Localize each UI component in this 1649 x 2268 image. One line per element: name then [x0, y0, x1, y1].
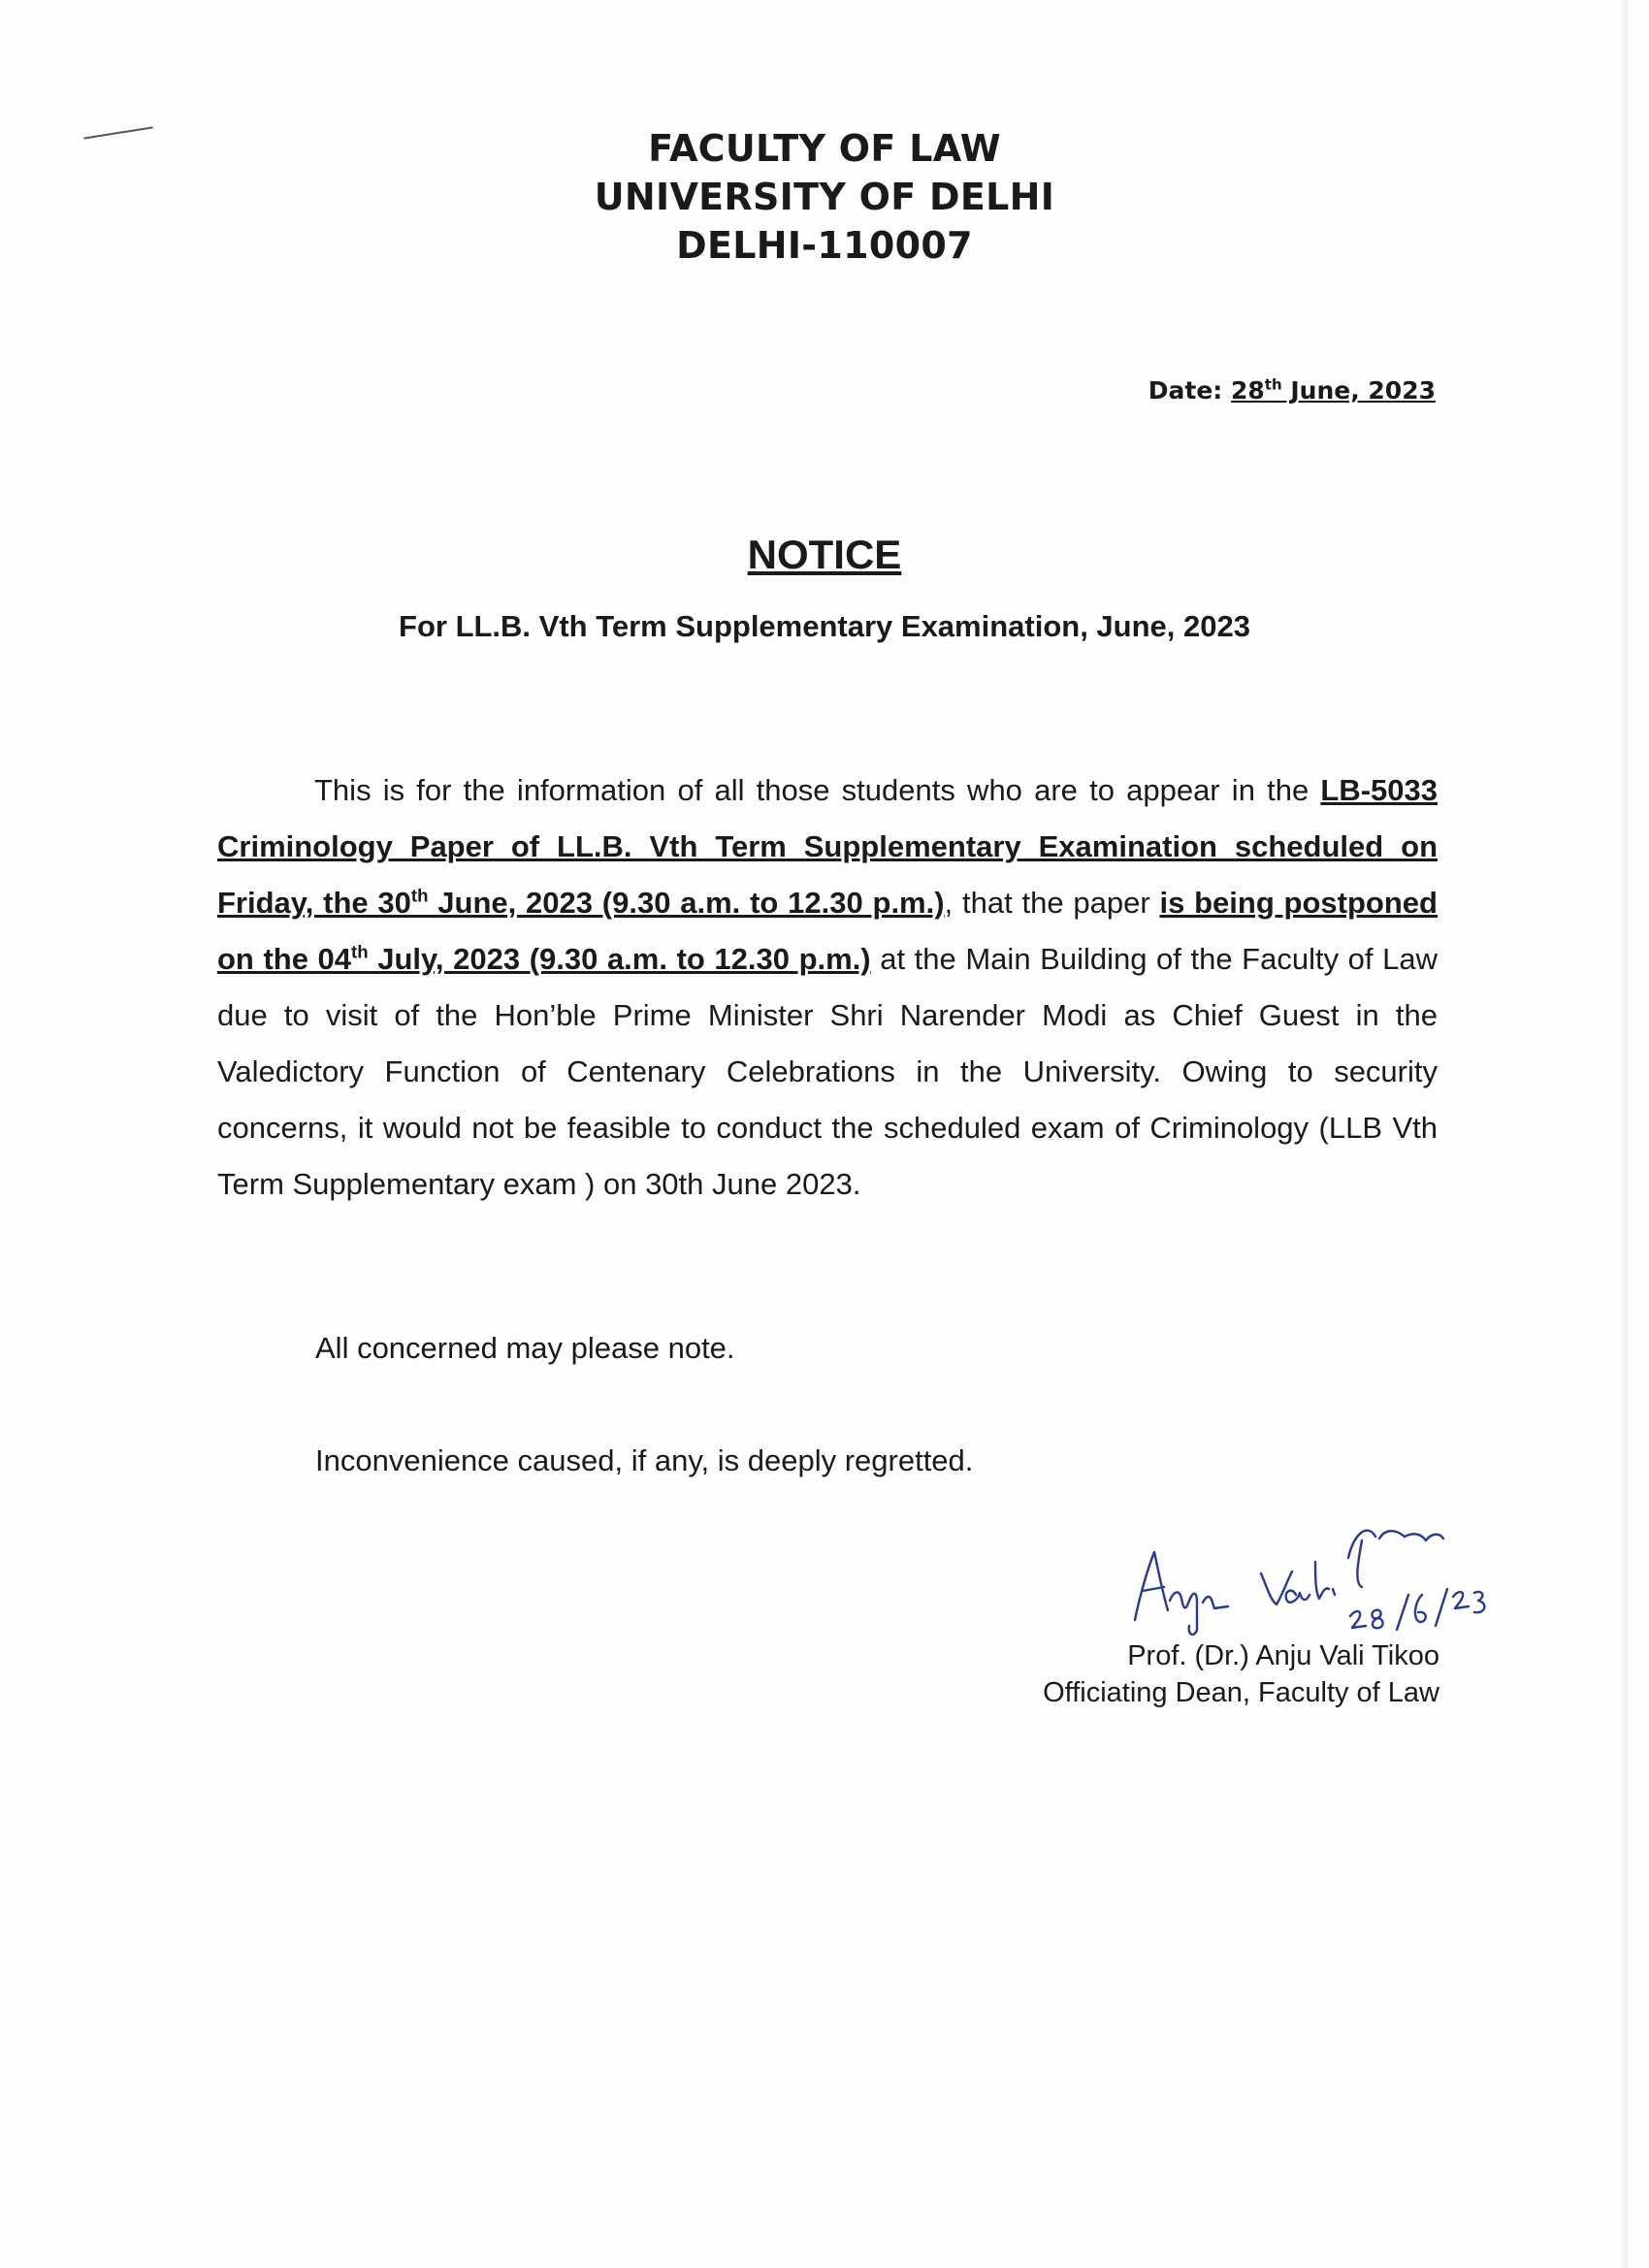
letterhead-university: UNIVERSITY OF DELHI: [594, 176, 1055, 218]
letterhead-address: DELHI-110007: [676, 224, 973, 267]
closing-note: All concerned may please note.: [315, 1331, 735, 1365]
signatory-designation: Officiating Dean, Faculty of Law: [1043, 1677, 1439, 1708]
notice-date: [1148, 376, 1436, 405]
postponement-highlight: is being postponed on the 04th July, 2023 (9.30 a.m. to 12.30 p.m.): [217, 886, 1438, 976]
exam-details-highlight: LB-5033 Criminology Paper of LL.B. Vth Term Supplementary Examination scheduled on Friday, the 30th June, 2023 (9.30 a.m. to 12.30 p.m.): [217, 773, 1438, 920]
scan-edge-shadow: [1622, 0, 1628, 2268]
closing-regret: Inconvenience caused, if any, is deeply regretted.: [315, 1443, 974, 1477]
notice-body-paragraph: This is for the information of all those students who are to appear in the LB-5033 Criminology Paper of LL.B. Vth Term Supplementary Examination scheduled on Friday, the 30th June, 2023 (9.30 a.m. to 12.30 p.m.), that the paper is being postponed on the 04th July, 2023 (9.30 a.m. to 12.30 p.m.) at the Main Building of the Faculty of Law due to visit of the Hon’ble Prime Minister Shri Narender Modi as Chief Guest in the Valedictory Function of Centenary Celebrations in the University. Owing to security concerns, it would not be feasible to conduct the scheduled exam of Criminology (LLB Vth Term Supplementary exam ) on 30th June 2023.: [217, 773, 1438, 1201]
letterhead-faculty: FACULTY OF LAW: [648, 127, 1001, 170]
letterhead: [0, 124, 1649, 270]
date-label: Date:: [1148, 376, 1223, 405]
signatory-block: [1043, 1637, 1439, 1711]
notice-subtitle: For LL.B. Vth Term Supplementary Examination, June, 2023: [399, 609, 1250, 643]
handwritten-signature: [1125, 1494, 1513, 1639]
date-value: 28th June, 2023: [1231, 375, 1436, 405]
signatory-name: Prof. (Dr.) Anju Vali Tikoo: [1127, 1640, 1439, 1671]
notice-title: NOTICE: [747, 532, 902, 577]
